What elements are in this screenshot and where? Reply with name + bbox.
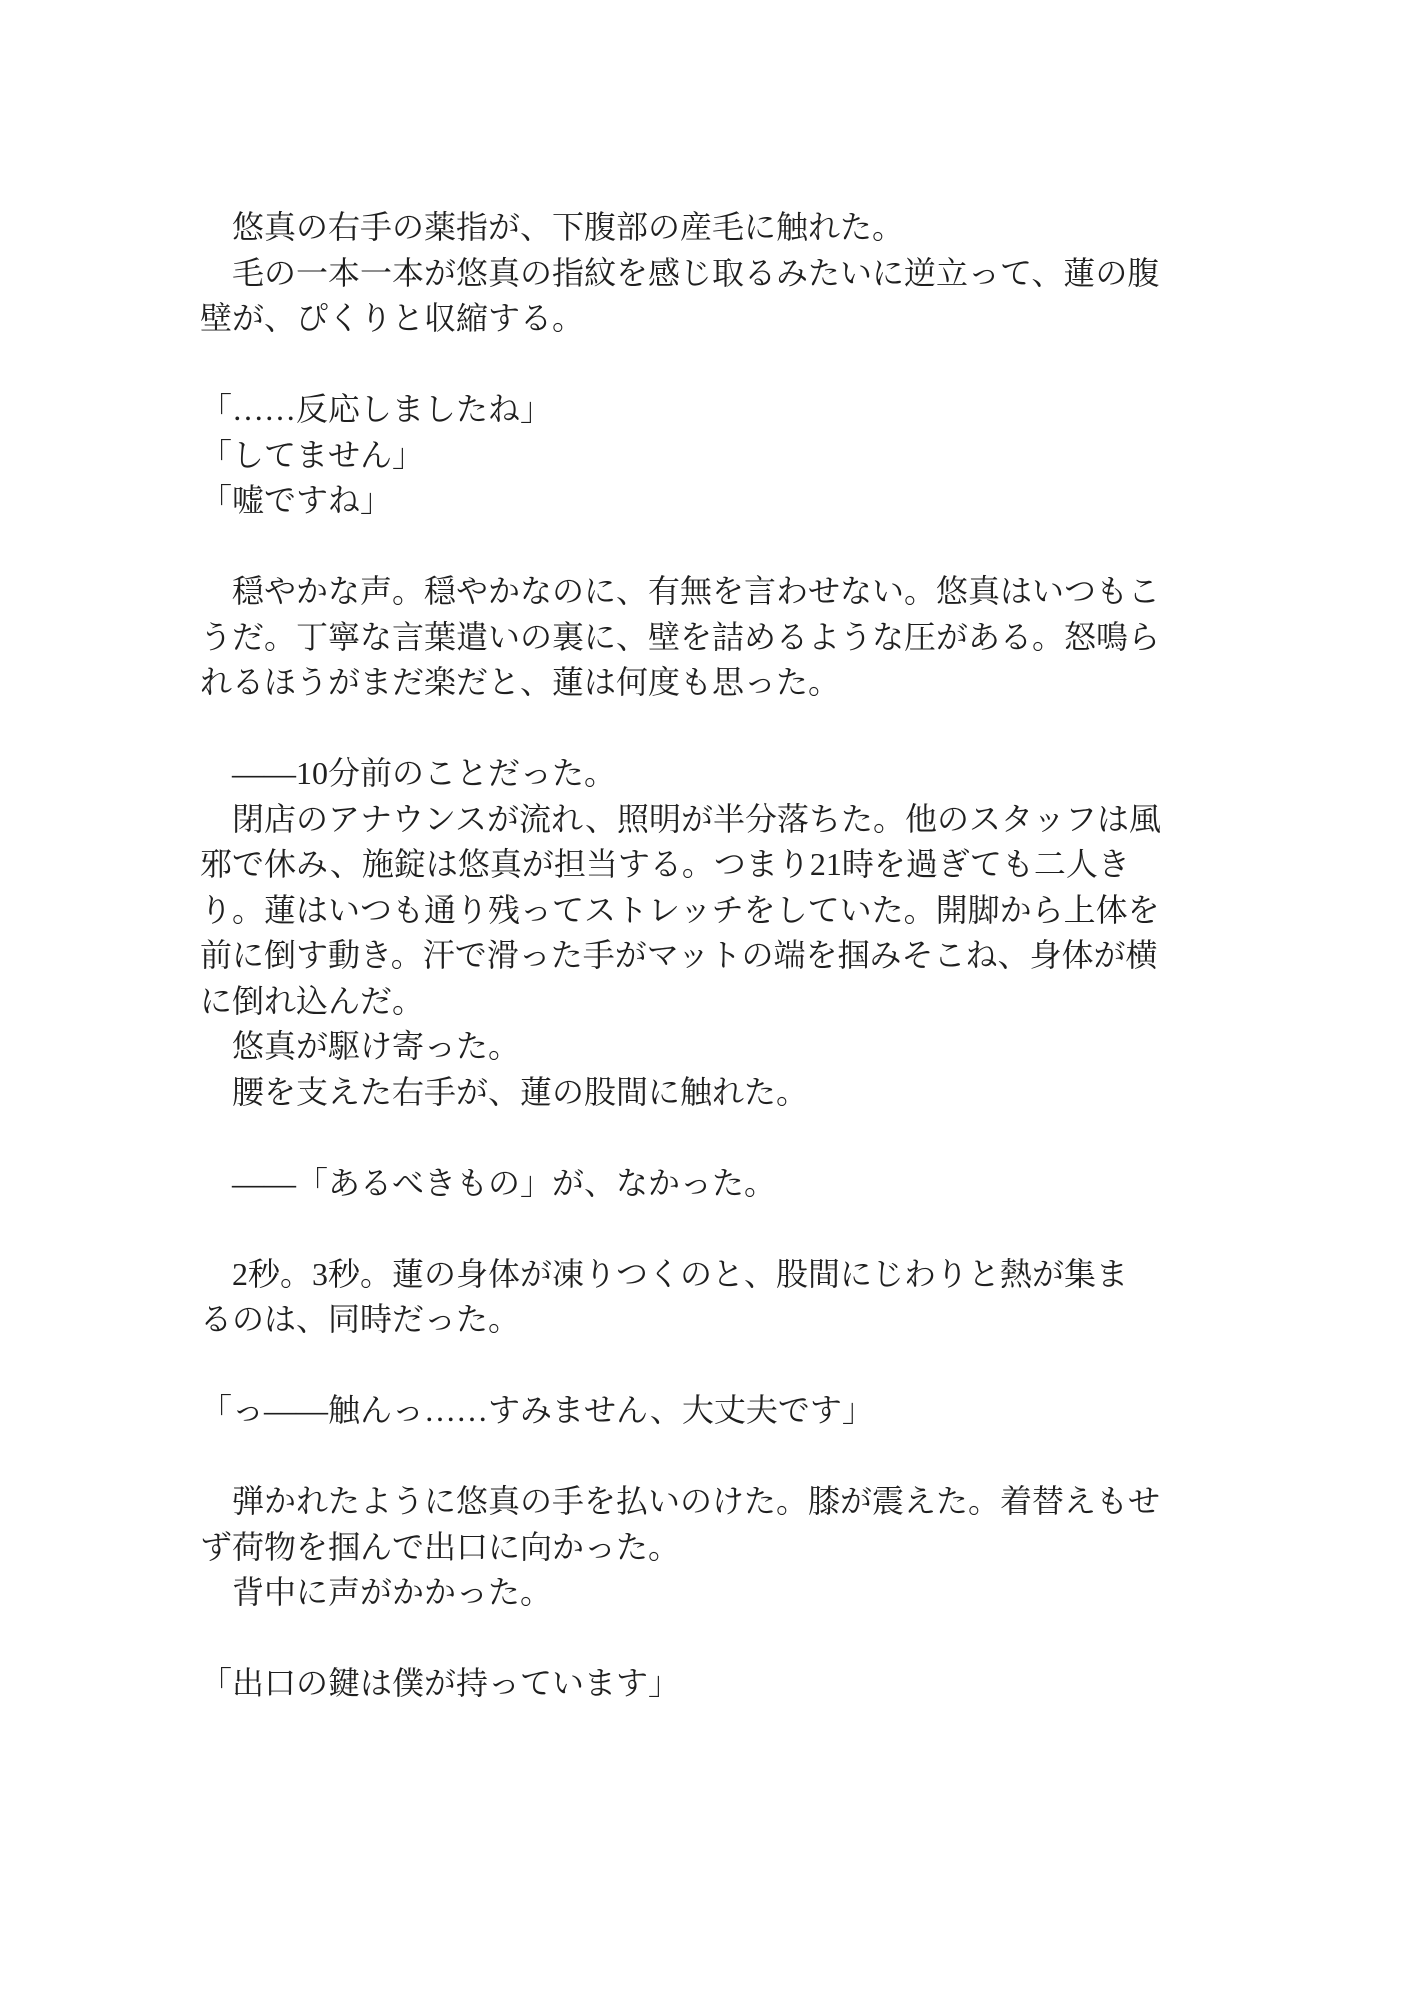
text-line: れるほうがまだ楽だと、蓮は何度も思った。	[200, 664, 841, 700]
text-line: 背中に声がかかった。	[200, 1574, 553, 1610]
text-line: 前に倒す動き。汗で滑った手がマットの端を掴みそこね、身体が横	[200, 937, 1158, 973]
paragraph-realization	[200, 1161, 1175, 1207]
text-line: に倒れ込んだ。	[200, 982, 425, 1019]
text-line: ず荷物を掴んで出口に向かった。	[200, 1528, 681, 1565]
text-column	[200, 205, 1175, 1707]
paragraph-flee	[200, 1479, 1175, 1616]
dialogue-key	[200, 1661, 1175, 1707]
text-line: 「……反応しましたね」	[200, 391, 553, 427]
text-line: 「してません」	[200, 436, 425, 473]
text-line: ――10分前のことだった。	[200, 755, 617, 791]
text-line: 邪で休み、施錠は悠真が担当する。つまり21時を過ぎても二人き	[200, 846, 1130, 882]
text-line: 腰を支えた右手が、蓮の股間に触れた。	[200, 1073, 809, 1110]
text-line: 壁が、ぴくりと収縮する。	[200, 300, 585, 336]
text-line: るのは、同時だった。	[200, 1301, 521, 1337]
paragraph-voice	[200, 569, 1175, 706]
text-line: 弾かれたように悠真の手を払いのけた。膝が震えた。着替えもせ	[200, 1483, 1161, 1519]
text-line: 閉店のアナウンスが流れ、照明が半分落ちた。他のスタッフは風	[200, 800, 1161, 837]
text-line: 2秒。3秒。蓮の身体が凍りつくのと、股間にじわりと熱が集ま	[200, 1255, 1129, 1292]
text-line: 「っ――触んっ……すみません、大丈夫です」	[200, 1392, 874, 1428]
text-line: 穏やかな声。穏やかなのに、有無を言わせない。悠真はいつもこ	[200, 573, 1161, 609]
text-line: 毛の一本一本が悠真の指紋を感じ取るみたいに逆立って、蓮の腹	[200, 254, 1160, 291]
dialogue-exchange	[200, 387, 1175, 524]
text-line: 悠真が駆け寄った。	[200, 1028, 521, 1064]
text-line: り。蓮はいつも通り残ってストレッチをしていた。開脚から上体を	[200, 891, 1160, 928]
dialogue-excuse	[200, 1388, 1175, 1434]
text-line: ――「あるべきもの」が、なかった。	[200, 1164, 777, 1201]
paragraph-flashback	[200, 751, 1175, 1115]
paragraph-touch	[200, 205, 1175, 342]
text-line: 悠真の右手の薬指が、下腹部の産毛に触れた。	[200, 209, 905, 245]
text-line: 「出口の鍵は僕が持っています」	[200, 1665, 681, 1701]
text-line: 「嘘ですね」	[200, 482, 393, 518]
text-line: うだ。丁寧な言葉遣いの裏に、壁を詰めるような圧がある。怒鳴ら	[200, 618, 1161, 655]
paragraph-freeze	[200, 1252, 1175, 1343]
